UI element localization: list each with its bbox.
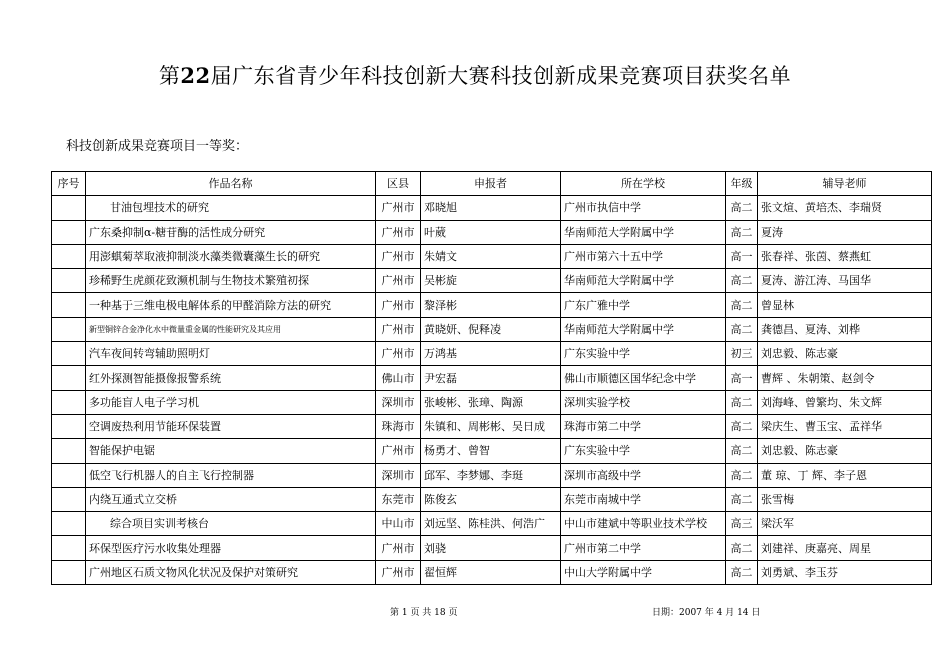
advisor: 董 琼、丁 辉、李子恩: [758, 463, 932, 487]
school: 广州市第六十五中学: [561, 244, 726, 268]
grade: 高二: [726, 487, 758, 511]
applicant: 朱婧文: [421, 244, 561, 268]
district: 深圳市: [376, 390, 421, 414]
project-name: 一种基于三维电极电解体系的甲醛消除方法的研究: [86, 293, 376, 317]
table-row: [52, 560, 932, 584]
district: 广州市: [376, 244, 421, 268]
grade: 高二: [726, 220, 758, 244]
advisor: 夏涛: [758, 220, 932, 244]
project-name: 综合项目实训考核台: [86, 512, 376, 536]
project-name: 新型铜锌合金净化水中微量重金属的性能研究及其应用: [86, 317, 376, 341]
applicant: 尹宏磊: [421, 366, 561, 390]
project-name: 甘油包埋技术的研究: [86, 196, 376, 220]
applicant: 邓晓旭: [421, 196, 561, 220]
advisor: 梁庆生、曹玉宝、孟祥华: [758, 414, 932, 438]
row-number: [52, 220, 86, 244]
grade: 高二: [726, 414, 758, 438]
district: 广州市: [376, 342, 421, 366]
section-subtitle: 科技创新成果竞赛项目一等奖：: [66, 139, 249, 154]
district: 珠海市: [376, 414, 421, 438]
table-row: [52, 463, 932, 487]
table-row: [52, 390, 932, 414]
district: 广州市: [376, 269, 421, 293]
row-number: [52, 317, 86, 341]
project-name: 多功能盲人电子学习机: [86, 390, 376, 414]
advisor: 刘忠毅、陈志豪: [758, 439, 932, 463]
school: 佛山市顺德区国华纪念中学: [561, 366, 726, 390]
grade: 高二: [726, 293, 758, 317]
row-number: [52, 439, 86, 463]
district: 广州市: [376, 560, 421, 584]
applicant: 吴彬旋: [421, 269, 561, 293]
advisor: 张雪梅: [758, 487, 932, 511]
district: 广州市: [376, 196, 421, 220]
table-row: [52, 317, 932, 341]
advisor: 张文煊、黄培杰、李瑞贤: [758, 196, 932, 220]
advisor: 刘忠毅、陈志豪: [758, 342, 932, 366]
table-row: [52, 293, 932, 317]
project-name: 红外探测智能摄像报警系统: [86, 366, 376, 390]
column-header: 序号: [52, 172, 86, 196]
school: 深圳实验学校: [561, 390, 726, 414]
district: 广州市: [376, 439, 421, 463]
award-table: [51, 171, 932, 585]
grade: 初三: [726, 342, 758, 366]
column-header: 区县: [376, 172, 421, 196]
project-name: 广东桑抑制α-糖苷酶的活性成分研究: [86, 220, 376, 244]
applicant: 杨勇才、曾智: [421, 439, 561, 463]
column-header: 年级: [726, 172, 758, 196]
row-number: [52, 414, 86, 438]
project-name: 智能保护电锯: [86, 439, 376, 463]
row-number: [52, 269, 86, 293]
project-name: 内绕互通式立交桥: [86, 487, 376, 511]
project-name: 广州地区石质文物风化状况及保护对策研究: [86, 560, 376, 584]
grade: 高一: [726, 366, 758, 390]
project-name: 环保型医疗污水收集处理器: [86, 536, 376, 560]
advisor: 刘海峰、曾繁均、朱文辉: [758, 390, 932, 414]
table-row: [52, 512, 932, 536]
school: 东莞市南城中学: [561, 487, 726, 511]
applicant: 翟恒辉: [421, 560, 561, 584]
page-title: [0, 60, 950, 90]
school: 广州市第二中学: [561, 536, 726, 560]
row-number: [52, 512, 86, 536]
applicant: 黎泽彬: [421, 293, 561, 317]
table-row: [52, 536, 932, 560]
column-header: 辅导老师: [758, 172, 932, 196]
district: 广州市: [376, 536, 421, 560]
row-number: [52, 390, 86, 414]
table-row: [52, 196, 932, 220]
district: 中山市: [376, 512, 421, 536]
grade: 高三: [726, 512, 758, 536]
row-number: [52, 342, 86, 366]
row-number: [52, 244, 86, 268]
grade: 高二: [726, 196, 758, 220]
school: 广东实验中学: [561, 342, 726, 366]
table-header-row: [52, 172, 932, 196]
row-number: [52, 487, 86, 511]
table-row: [52, 366, 932, 390]
advisor: 张春祥、张茵、蔡燕虹: [758, 244, 932, 268]
grade: 高二: [726, 439, 758, 463]
table-row: [52, 487, 932, 511]
school: 广州市执信中学: [561, 196, 726, 220]
school: 广东广雅中学: [561, 293, 726, 317]
table-row: [52, 269, 932, 293]
advisor: 曹辉 、朱朝策、赵剑令: [758, 366, 932, 390]
project-name: 珍稀野生虎颜花致濒机制与生物技术繁殖初探: [86, 269, 376, 293]
school: 深圳市高级中学: [561, 463, 726, 487]
school: 中山大学附属中学: [561, 560, 726, 584]
row-number: [52, 293, 86, 317]
applicant: 叶葳: [421, 220, 561, 244]
grade: 高一: [726, 244, 758, 268]
applicant: 黄晓妍、倪释凌: [421, 317, 561, 341]
document-date: 日期：2007 年 4 月 14 日: [652, 608, 761, 618]
advisor: 曾显林: [758, 293, 932, 317]
advisor: 刘建祥、庚嘉亮、周星: [758, 536, 932, 560]
project-name: 汽车夜间转弯辅助照明灯: [86, 342, 376, 366]
district: 东莞市: [376, 487, 421, 511]
column-header: 所在学校: [561, 172, 726, 196]
school: 中山市建斌中等职业技术学校: [561, 512, 726, 536]
applicant: 万鸿基: [421, 342, 561, 366]
row-number: [52, 536, 86, 560]
table-body: [52, 196, 932, 585]
advisor: 夏涛、游江涛、马国华: [758, 269, 932, 293]
grade: 高二: [726, 536, 758, 560]
school: 广东实验中学: [561, 439, 726, 463]
grade: 高二: [726, 317, 758, 341]
row-number: [52, 560, 86, 584]
column-header: 申报者: [421, 172, 561, 196]
district: 广州市: [376, 293, 421, 317]
table-row: [52, 414, 932, 438]
row-number: [52, 366, 86, 390]
title-number: 22: [180, 63, 211, 88]
title-suffix: 届广东省青少年科技创新大赛科技创新成果竞赛项目获奖名单: [210, 64, 792, 88]
applicant: 刘骁: [421, 536, 561, 560]
table-row: [52, 244, 932, 268]
row-number: [52, 196, 86, 220]
column-header: 作品名称: [86, 172, 376, 196]
row-number: [52, 463, 86, 487]
applicant: 陈俊玄: [421, 487, 561, 511]
table-row: [52, 220, 932, 244]
school: 华南师范大学附属中学: [561, 269, 726, 293]
grade: 高二: [726, 560, 758, 584]
applicant: 邱军、李梦娜、李珽: [421, 463, 561, 487]
table-row: [52, 439, 932, 463]
grade: 高二: [726, 269, 758, 293]
school: 华南师范大学附属中学: [561, 220, 726, 244]
project-name: 用澎蜞菊萃取液抑制淡水藻类微囊藻生长的研究: [86, 244, 376, 268]
applicant: 刘远坚、陈桂洪、何浩广: [421, 512, 561, 536]
applicant: 张峻彬、张璋、陶源: [421, 390, 561, 414]
applicant: 朱镇和、周彬彬、吴日成: [421, 414, 561, 438]
project-name: 空调废热利用节能环保装置: [86, 414, 376, 438]
district: 佛山市: [376, 366, 421, 390]
school: 华南师范大学附属中学: [561, 317, 726, 341]
title-prefix: 第: [158, 64, 181, 88]
grade: 高二: [726, 390, 758, 414]
district: 广州市: [376, 220, 421, 244]
grade: 高二: [726, 463, 758, 487]
advisor: 龚德昌、夏涛、刘桦: [758, 317, 932, 341]
advisor: 刘勇斌、李玉芬: [758, 560, 932, 584]
district: 深圳市: [376, 463, 421, 487]
table-row: [52, 342, 932, 366]
project-name: 低空飞行机器人的自主飞行控制器: [86, 463, 376, 487]
school: 珠海市第二中学: [561, 414, 726, 438]
district: 广州市: [376, 317, 421, 341]
page-number: 第 1 页 共 18 页: [390, 608, 458, 618]
advisor: 梁沃军: [758, 512, 932, 536]
